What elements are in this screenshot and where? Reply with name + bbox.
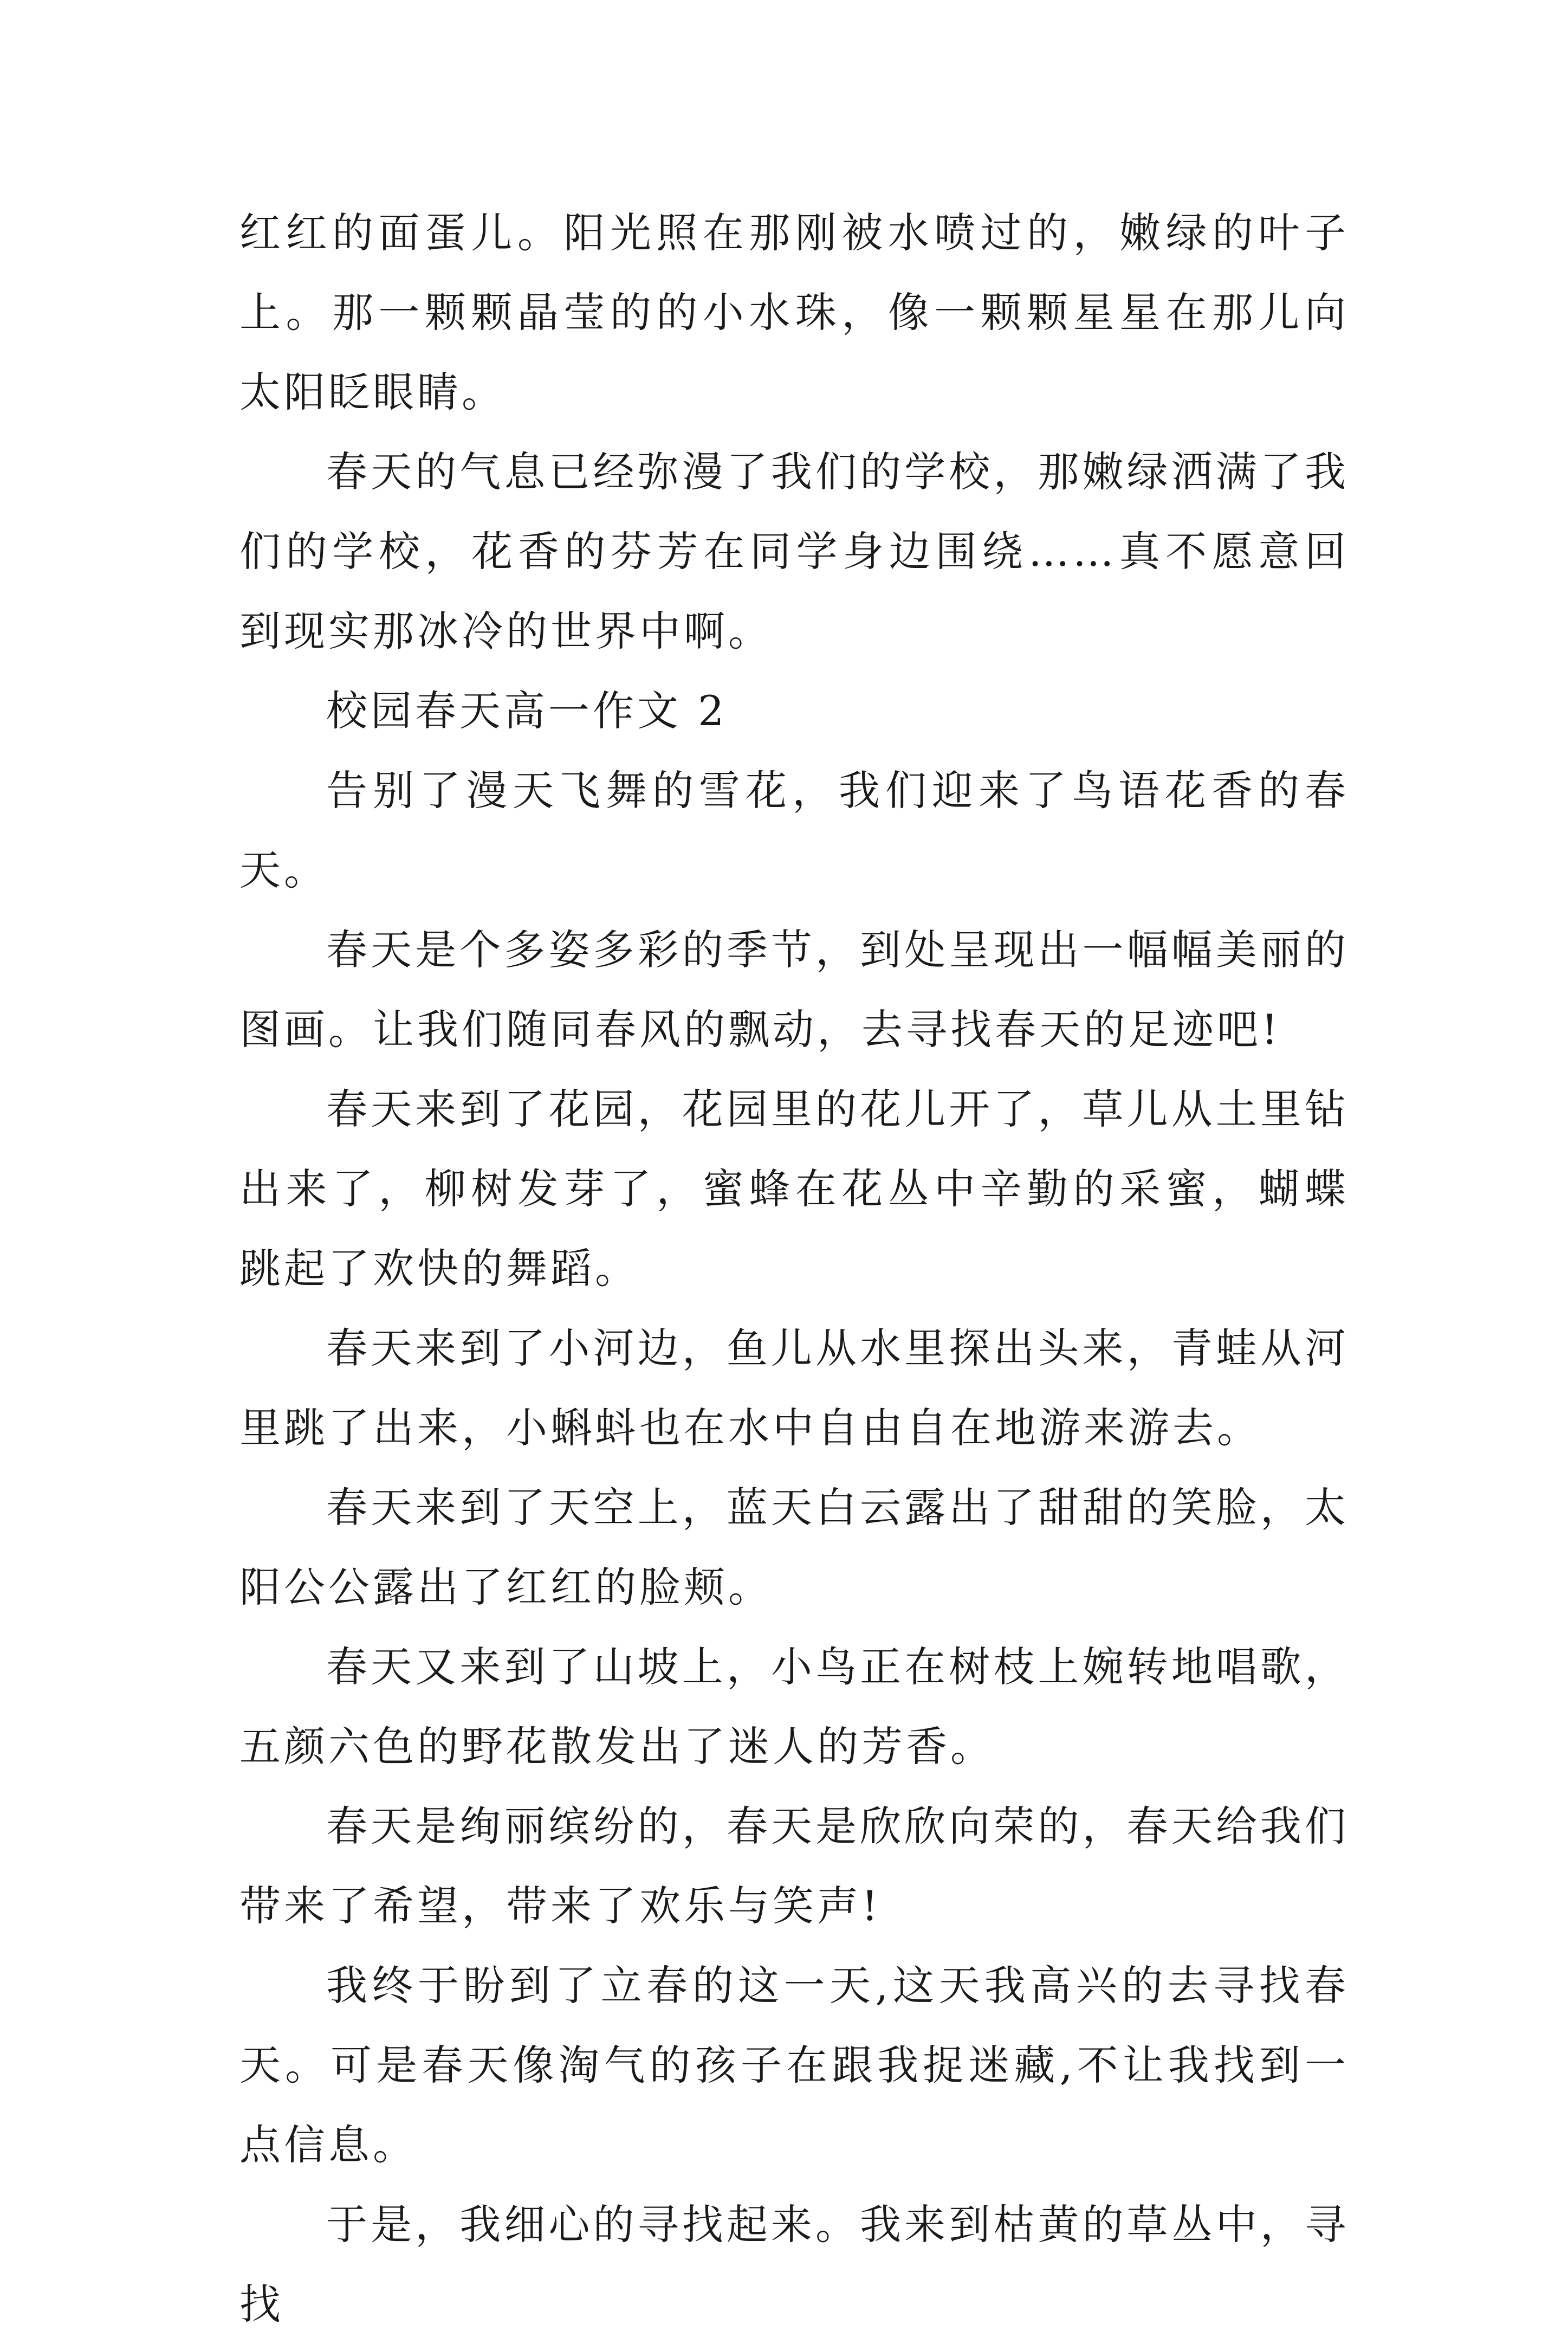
paragraph: 春天来到了花园，花园里的花儿开了，草儿从土里钻出来了，柳树发芽了，蜜蜂在花丛中辛勤的采蜜，蝴蝶跳起了欢快的舞蹈。 <box>239 1085 1349 1293</box>
paragraph-trailing: 于是，我细心的寻找起来。我来到枯黄的草丛中，寻找 <box>239 2200 1349 2328</box>
paragraph: 春天是绚丽缤纷的，春天是欣欣向荣的，春天给我们带来了希望，带来了欢乐与笑声! <box>239 1802 1349 1930</box>
paragraph: 春天来到了小河边，鱼儿从水里探出头来，青蛙从河里跳了出来，小蝌蚪也在水中自由自在地游来游去。 <box>239 1324 1349 1452</box>
paragraph: 春天的气息已经弥漫了我们的学校，那嫩绿洒满了我们的学校，花香的芬芳在同学身边围绕……真不愿意回到现实那冰冷的世界中啊。 <box>239 448 1349 655</box>
document-body <box>239 193 1349 2344</box>
paragraph: 告别了漫天飞舞的雪花，我们迎来了鸟语花香的春天。 <box>239 766 1349 894</box>
paragraph: 春天来到了天空上，蓝天白云露出了甜甜的笑脸，太阳公公露出了红红的脸颊。 <box>239 1483 1349 1611</box>
paragraph: 春天是个多姿多彩的季节，到处呈现出一幅幅美丽的图画。让我们随同春风的飘动，去寻找春天的足迹吧! <box>239 926 1349 1054</box>
section-heading: 校园春天高一作文 2 <box>326 687 728 735</box>
paragraph-continuation: 红红的面蛋儿。阳光照在那刚被水喷过的，嫩绿的叶子上。那一颗颗晶莹的的小水珠，像一颗颗星星在那儿向太阳眨眼睛。 <box>239 209 1349 416</box>
paragraph: 春天又来到了山坡上，小鸟正在树枝上婉转地唱歌，五颜六色的野花散发出了迷人的芳香。 <box>239 1643 1349 1771</box>
paragraph: 我终于盼到了立春的这一天,这天我高兴的去寻找春天。可是春天像淘气的孩子在跟我捉迷藏,不让我找到一点信息。 <box>239 1961 1349 2169</box>
